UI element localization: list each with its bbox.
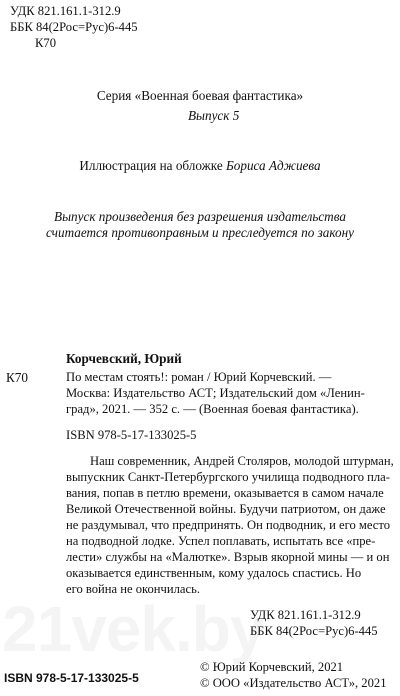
series-issue: Выпуск 5 bbox=[188, 108, 240, 123]
annotation-line-3: вания, попав в петлю времени, оказывается в самом начале bbox=[66, 486, 384, 500]
series-title: Серия «Военная боевая фантастика» bbox=[96, 88, 304, 103]
notice-line-1: Выпуск произведения без разрешения издательства bbox=[54, 209, 346, 224]
entry-isbn: ISBN 978-5-17-133025-5 bbox=[66, 428, 197, 442]
entry-code: К70 bbox=[6, 370, 28, 385]
annotation-line-5: не раздумывал, что предпринять. Он подводник, и его место bbox=[66, 518, 391, 532]
entry-author: Корчевский, Юрий bbox=[66, 351, 182, 366]
annotation-line-9: его война не окончилась. bbox=[66, 582, 200, 596]
udk-code: УДК 821.161.1-312.9 bbox=[10, 4, 121, 18]
illustration-artist: Бориса Аджиева bbox=[225, 158, 321, 173]
footer-isbn: ISBN 978-5-17-133025-5 bbox=[4, 671, 139, 685]
illustration-prefix: Иллюстрация на обложке bbox=[79, 158, 226, 173]
annotation-line-6: на подводной лодке. Успел поплавать, испытать все «пре- bbox=[66, 534, 376, 548]
notice-line-2: считается противоправным и преследуется по закону bbox=[46, 225, 354, 240]
entry-line-2: Москва: Издательство АСТ; Издательский дом «Ленин- bbox=[66, 386, 365, 400]
annotation-line-1: Наш современник, Андрей Столяров, молодой штурман, bbox=[90, 454, 394, 468]
bbk-code: ББК 84(2Рос=Рус)6-445 bbox=[10, 20, 138, 34]
illustration-credit bbox=[0, 158, 400, 174]
footer-bbk: ББК 84(2Рос=Рус)6-445 bbox=[250, 624, 378, 638]
annotation-line-7: лести» службы на «Малютке». Взрыв якорной мины — и он bbox=[66, 550, 390, 564]
entry-line-1: По местам стоять!: роман / Юрий Корчевский. — bbox=[66, 370, 332, 384]
watermark-logo bbox=[2, 592, 264, 666]
copyright-author: © Юрий Корчевский, 2021 bbox=[200, 660, 344, 674]
author-mark: К70 bbox=[35, 36, 56, 50]
annotation-line-4: Великой Отечественной войны. Будучи патриотом, он даже bbox=[66, 502, 386, 516]
annotation-line-8: оказывается единственным, кому удалось спастись. Но bbox=[66, 566, 362, 580]
entry-line-3: град», 2021. — 352 с. — (Военная боевая фантастика). bbox=[66, 402, 359, 416]
footer-udk: УДК 821.161.1-312.9 bbox=[250, 608, 361, 622]
annotation-line-2: выпускник Санкт-Петербургского училища подводного пла- bbox=[66, 470, 390, 484]
copyright-publisher: © ООО «Издательство АСТ», 2021 bbox=[200, 676, 387, 690]
